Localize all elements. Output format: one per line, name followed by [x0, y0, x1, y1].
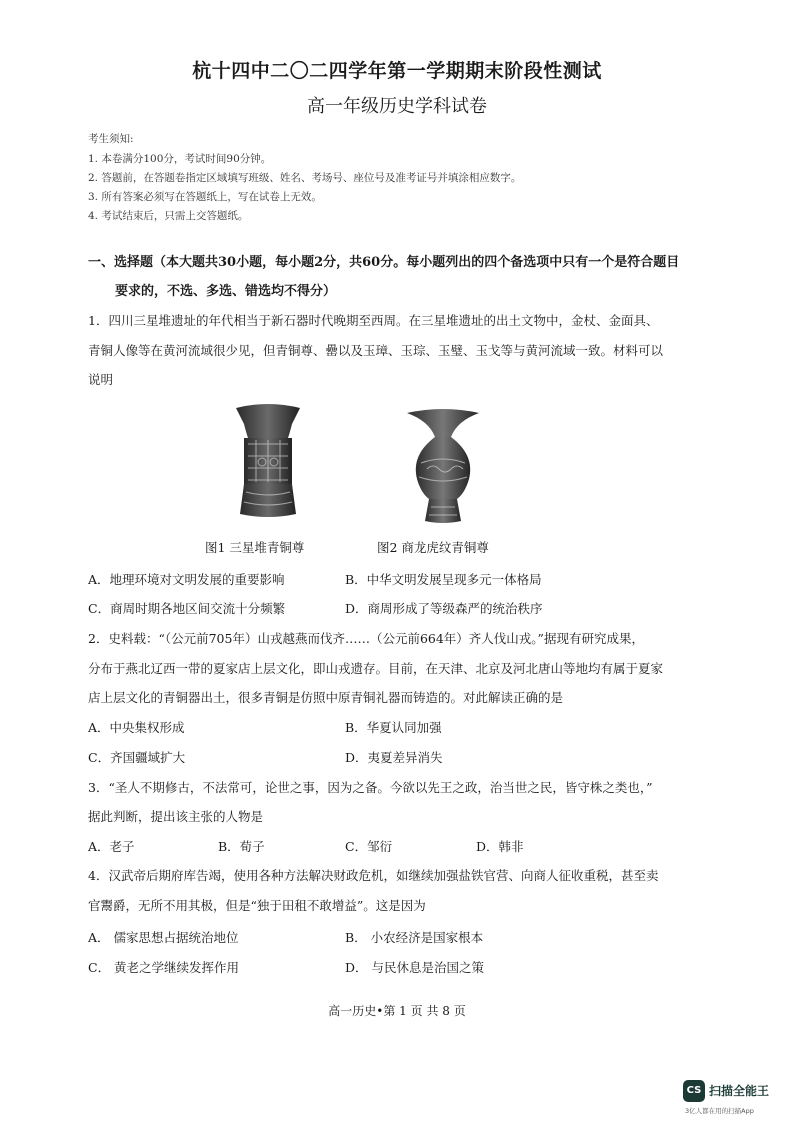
question-3-text: 3．“圣人不期修古，不法常可，论世之事，因为之备。今欲以先王之政，治当世之民，皆守株之类也，” [88, 780, 653, 795]
section-heading-cont: 要求的，不选、多选、错选均不得分） [115, 284, 337, 299]
question-2-option-a: A．中央集权形成 [88, 720, 185, 735]
notice-item: 1. 本卷满分100分，考试时间90分钟。 [88, 153, 272, 165]
notice-heading: 考生须知: [88, 133, 134, 145]
exam-title: 杭十四中二〇二四学年第一学期期末阶段性测试 [192, 60, 602, 82]
exam-subtitle: 高一年级历史学科试卷 [307, 96, 487, 117]
camscanner-logo-icon: CS [683, 1080, 705, 1102]
notice-item: 3. 所有答案必须写在答题纸上，写在试卷上无效。 [88, 191, 322, 203]
question-3-option-b: B．荀子 [218, 839, 265, 854]
question-1-option-d: D．商周形成了等级森严的统治秩序 [345, 601, 543, 616]
figure-1-caption: 图1 三星堆青铜尊 [205, 540, 305, 555]
question-1-text: 1．四川三星堆遗址的年代相当于新石器时代晚期至西周。在三星堆遗址的出土文物中，金杖、金面具、 [88, 313, 659, 328]
page-footer: 高一历史•第 1 页 共 8 页 [328, 1004, 466, 1018]
question-3-option-a: A．老子 [88, 839, 135, 854]
question-4-option-b: B． 小农经济是国家根本 [345, 930, 484, 945]
question-1-text: 说明 [88, 372, 114, 387]
question-4-text: 4．汉武帝后期府库告竭，使用各种方法解决财政危机，如继续加强盐铁官营、向商人征收重税，甚至卖 [88, 868, 659, 883]
section-heading: 一、选择题（本大题共30小题，每小题2分，共60分。每小题列出的四个备选项中只有一个是符合题目 [88, 255, 680, 270]
notice-item: 2. 答题前，在答题卷指定区域填写班级、姓名、考场号、座位号及准考证号并填涂相应数字。 [88, 172, 522, 184]
watermark-tagline: 3亿人都在用的扫描App [685, 1107, 754, 1115]
question-3-option-c: C．邹衍 [345, 839, 393, 854]
question-2-text: 分布于燕北辽西一带的夏家店上层文化，即山戎遗存。目前，在天津、北京及河北唐山等地均有属于夏家 [88, 661, 664, 676]
figure-2-bronze-zun [405, 407, 481, 525]
question-1-option-b: B．中华文明发展呈现多元一体格局 [345, 572, 542, 587]
question-4-text: 官鬻爵，无所不用其极，但是“独于田租不敢增益”。这是因为 [88, 898, 426, 913]
notice-item: 4. 考试结束后，只需上交答题纸。 [88, 210, 249, 222]
question-1-text: 青铜人像等在黄河流域很少见，但青铜尊、罍以及玉璋、玉琮、玉璧、玉戈等与黄河流域一致。材料可以 [88, 343, 664, 358]
question-4-option-a: A． 儒家思想占据统治地位 [88, 930, 239, 945]
question-2-option-d: D．夷夏差异消失 [345, 750, 443, 765]
question-3-text: 据此判断，提出该主张的人物是 [88, 809, 264, 824]
question-2-option-c: C．齐国疆域扩大 [88, 750, 186, 765]
scanner-watermark [683, 1080, 793, 1120]
question-3-option-d: D．韩非 [476, 839, 524, 854]
question-4-option-d: D． 与民休息是治国之策 [345, 960, 484, 975]
question-1-option-c: C．商周时期各地区间交流十分频繁 [88, 601, 286, 616]
figure-1-bronze-zun [232, 404, 304, 522]
watermark-name: 扫描全能王 [709, 1084, 770, 1098]
question-2-text: 店上层文化的青铜器出土，很多青铜是仿照中原青铜礼器而铸造的。对此解读正确的是 [88, 690, 564, 705]
question-2-option-b: B．华夏认同加强 [345, 720, 442, 735]
question-1-option-a: A．地理环境对文明发展的重要影响 [88, 572, 285, 587]
question-2-text: 2．史料载：“（公元前705年）山戎越燕而伐齐……（公元前664年）齐人伐山戎。”据现有研究成果， [88, 631, 644, 646]
figure-2-caption: 图2 商龙虎纹青铜尊 [377, 540, 489, 555]
question-4-option-c: C． 黄老之学继续发挥作用 [88, 960, 240, 975]
